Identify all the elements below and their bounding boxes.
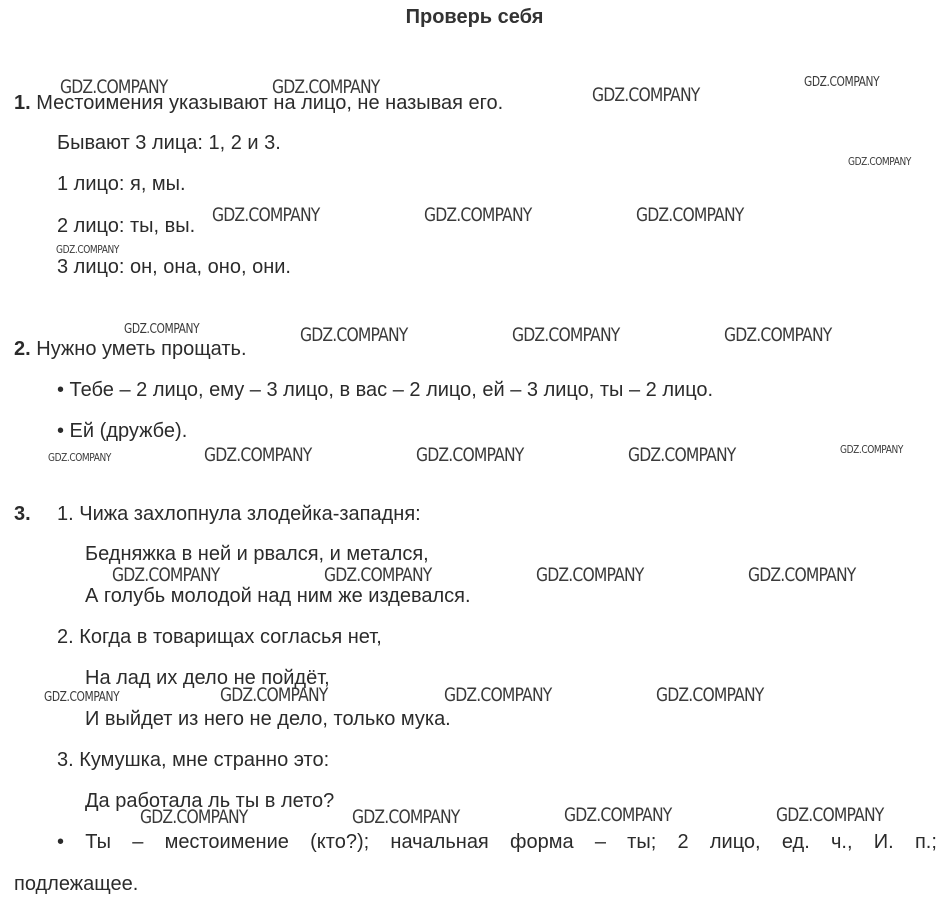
watermark: GDZ.COMPANY [444, 684, 552, 706]
watermark: GDZ.COMPANY [44, 690, 120, 705]
watermark: GDZ.COMPANY [848, 155, 911, 168]
item-number: 1. [14, 92, 31, 114]
watermark: GDZ.COMPANY [424, 204, 532, 226]
watermark: GDZ.COMPANY [112, 564, 220, 586]
watermark: GDZ.COMPANY [536, 564, 644, 586]
word: – [594, 831, 606, 853]
poem-line: 2. Когда в товарищах согласья нет, [57, 626, 382, 648]
word: начальная [390, 831, 489, 853]
poem-line: 3. Кумушка, мне странно это: [57, 749, 330, 771]
item-2 [14, 338, 247, 361]
watermark: GDZ.COMPANY [512, 324, 620, 346]
watermark: GDZ.COMPANY [124, 322, 200, 337]
watermark: GDZ.COMPANY [212, 204, 320, 226]
word: ч., [831, 831, 853, 853]
word: • [57, 831, 65, 853]
watermark: GDZ.COMPANY [300, 324, 408, 346]
poem-line: Да работала ль ты в лето? [85, 790, 335, 812]
watermark: GDZ.COMPANY [748, 564, 856, 586]
watermark: GDZ.COMPANY [352, 806, 460, 828]
watermark: GDZ.COMPANY [628, 444, 736, 466]
watermark: GDZ.COMPANY [220, 684, 328, 706]
watermark: GDZ.COMPANY [48, 451, 111, 464]
item-number: 3. [14, 503, 31, 525]
poem-line: На лад их дело не пойдёт, [85, 667, 330, 689]
watermark: GDZ.COMPANY [272, 76, 380, 98]
watermark: GDZ.COMPANY [416, 444, 524, 466]
watermark: GDZ.COMPANY [140, 806, 248, 828]
word: 2 [677, 831, 689, 853]
word: (кто?); [310, 831, 370, 853]
item-text: Местоимения указывают на лицо, не называя его. [36, 92, 504, 114]
analysis-line [57, 831, 937, 854]
watermark: GDZ.COMPANY [840, 443, 903, 456]
watermark: GDZ.COMPANY [60, 76, 168, 98]
text-line: Бывают 3 лица: 1, 2 и 3. [57, 132, 281, 154]
word: форма [510, 831, 574, 853]
poem-line: А голубь молодой над ним же издевался. [85, 585, 471, 607]
poem-line: Бедняжка в ней и рвался, и метался, [85, 543, 429, 565]
watermark: GDZ.COMPANY [564, 804, 672, 826]
poem-line: И выйдет из него не дело, только мука. [85, 708, 451, 730]
analysis-end: подлежащее. [14, 873, 139, 895]
poem-line: 1. Чижа захлопнула злодейка-западня: [57, 503, 421, 525]
item-number: 2. [14, 338, 31, 360]
text-line: 2 лицо: ты, вы. [57, 215, 196, 237]
word: Ты [85, 831, 111, 853]
word: лицо, [709, 831, 761, 853]
watermark: GDZ.COMPANY [204, 444, 312, 466]
bullet-line: • Тебе – 2 лицо, ему – 3 лицо, в вас – 2 лицо, ей – 3 лицо, ты – 2 лицо. [57, 379, 714, 401]
watermark: GDZ.COMPANY [324, 564, 432, 586]
bullet-line: • Ей (дружбе). [57, 420, 188, 442]
page-title: Проверь себя [405, 6, 544, 28]
watermark: GDZ.COMPANY [656, 684, 764, 706]
word: местоимение [164, 831, 289, 853]
watermark: GDZ.COMPANY [804, 75, 880, 90]
word: п.; [914, 831, 937, 853]
word: ед. [781, 831, 810, 853]
text-line: 1 лицо: я, мы. [57, 173, 186, 195]
watermark: GDZ.COMPANY [56, 243, 119, 256]
text-line: 3 лицо: он, она, оно, они. [57, 256, 291, 278]
item-text: Нужно уметь прощать. [36, 338, 247, 360]
word: ты; [627, 831, 657, 853]
word: – [132, 831, 144, 853]
watermark: GDZ.COMPANY [776, 804, 884, 826]
watermark: GDZ.COMPANY [636, 204, 744, 226]
word: И. [873, 831, 894, 853]
watermark: GDZ.COMPANY [592, 84, 700, 106]
watermark: GDZ.COMPANY [724, 324, 832, 346]
